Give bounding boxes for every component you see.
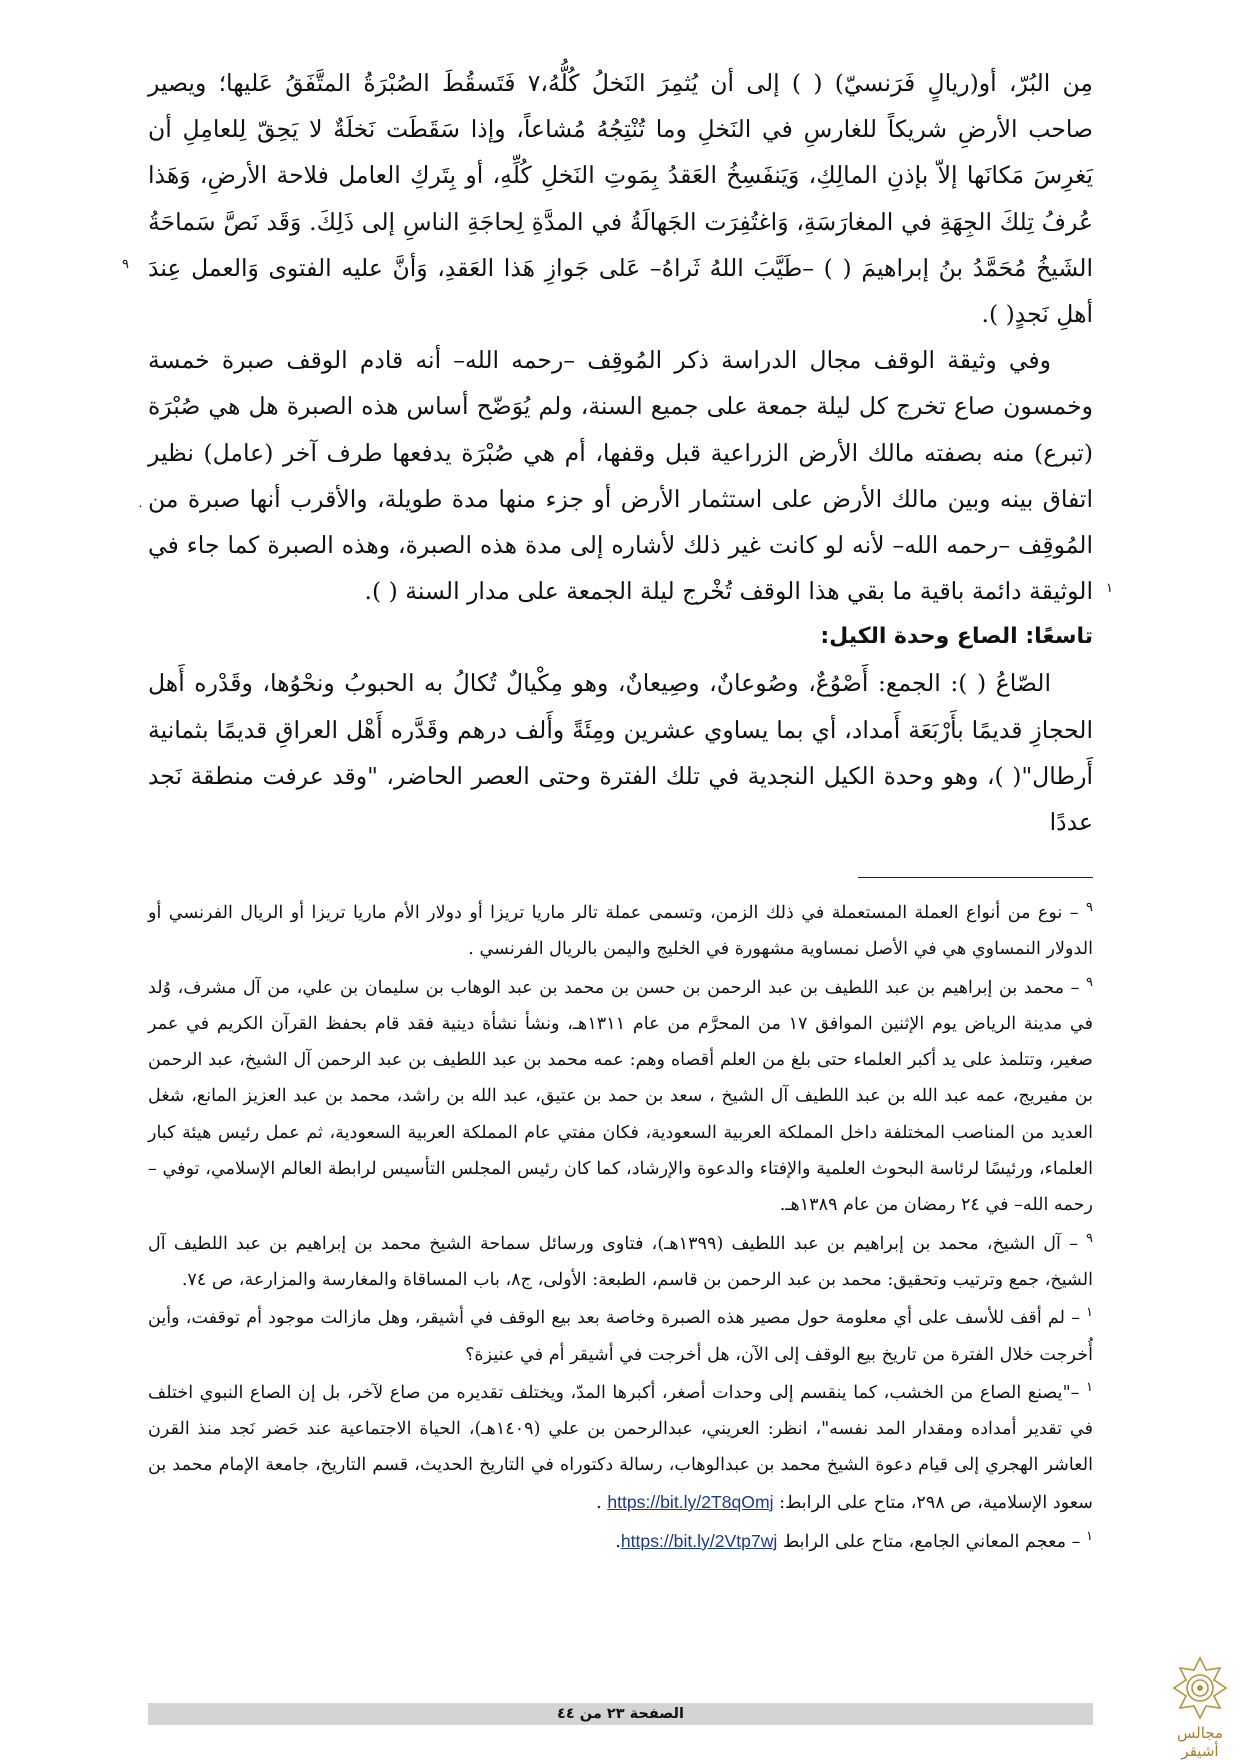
margin-note-marker: ٩ bbox=[122, 257, 129, 272]
footnote-text: –"يصنع الصاع من الخشب، كما ينقسم إلى وحدات أصغر، أكبرها المدّ، ويختلف تقديره من صاع لآخر، بل إن الصاع النبوي اختلف في تقدير أمداده ومقدار المد نفسه"، انظر: العريني، عبدالرحمن بن علي (١٤٠٩هـ)، الحياة الاجتماعية عند حَضر نَجد منذ القرن العاشر الهجري إلى قيام دعوة الشيخ محمد بن عبدالوهاب، رسالة دكتوراه في التاريخ الحديث، قسم التاريخ، جامعة الإمام محمد بن سعود الإسلامية، ص ٢٩٨، متاح على الرابط: bbox=[148, 1382, 1093, 1513]
footnotes bbox=[148, 895, 1093, 1562]
footnote-item bbox=[148, 1375, 1093, 1521]
footnote-number: ١ bbox=[1086, 1380, 1093, 1395]
section-heading: تاسعًا: الصاع وحدة الكيل: bbox=[820, 624, 1093, 650]
page-number-label: الصفحة ٢٣ من ٤٤ bbox=[557, 1706, 684, 1722]
footnote-item bbox=[148, 895, 1093, 968]
body-paragraph-1: مِن البُرّ، أو(ريالٍ فَرَنسيّ) ( ) إلى أن يُثمِرَ النَخلُ كُلُّهُ،٧ فَتَسقُطَ الصُبْرَةُ المتَّفَقُ عَليها؛ ويصير صاحب الأرضِ شريكاً للغارسِ في النَخلِ وما تُنْتِجُهُ مُشاعاً، وإذا سَقَطَت نَخلَةٌ لا يَحِقّ لِلعامِلِ أن يَغرِسَ مَكانَها إلاّ بإذنِ المالِكِ، وَيَنفَسِخُ العَقدُ بِمَوتِ النَخلِ كُلِّهِ، أو بِتَركِ العامل فلاحة الأرضِ، وَهَذا عُرفُ تِلكَ الجِهَةِ في المغارَسَةِ، وَاغتُفِرَت الجَهالَةُ في المدَّةِ لِحاجَةِ الناسِ إلى ذَلِكَ. وَقَد نَصَّ سَماحَةُ الشَيخُ مُحَمَّدُ بنُ إبراهيمَ ( ) –طَيَّبَ اللهُ ثَراهُ– عَلى جَوازِ هَذا العَقدِ، وَأنَّ عليه الفتوى وَالعمل عِندَ أهلِ نَجدٍ( ). bbox=[148, 69, 1093, 329]
margin-note-marker: ١ bbox=[1106, 581, 1113, 596]
footnote-item bbox=[148, 1300, 1093, 1373]
footnote-text: – محمد بن إبراهيم بن عبد اللطيف بن عبد الرحمن بن حسن بن محمد بن عبد الوهاب بن سليمان بن علي، من آل مشرف، وُلد في مدينة الرياض يوم الإثنين الموافق ١٧ من المحرَّم من عام ١٣١١هـ، ونشأ نشأة دينية فقد قام بحفظ القرآن الكريم في عمر صغير، وتتلمذ على يد أكبر العلماء حتى بلغ من العلم أقصاه وهم: عمه محمد بن عبد اللطيف بن عبد الرحمن آل الشيخ، عبد الرحمن بن مفيريج، عمه عبد الله بن عبد اللطيف آل الشيخ ، سعد بن حمد بن عتيق، عبد الله بن راشد، محمد بن عبد العزيز المانع، شغل العديد من المناصب المختلفة داخل المملكة العربية السعودية، فكان مفتي عام المملكة العربية السعودية، ثم عمل رئيس هيئة كبار العلماء، ورئيسًا لرئاسة البحوث العلمية والإفتاء والدعوة والإرشاد، كما كان رئيس المجلس التأسيس لرابطة العالم الإسلامي، توفي –رحمه الله– في ٢٤ رمضان من عام ١٣٨٩هـ. bbox=[148, 977, 1093, 1216]
footnote-text: – لم أقف للأسف على أي معلومة حول مصير هذه الصبرة وخاصة بعد بيع الوقف في أشيقر، وهل مازالت موجود أم توقفت، وأين أُخرجت خلال الفترة من تاريخ بيع الوقف إلى الآن، هل أخرجت في أشيقر أم في عنيزة؟ bbox=[148, 1308, 1093, 1365]
footnote-item bbox=[148, 1226, 1093, 1299]
footnote-number: ٩ bbox=[1086, 900, 1093, 916]
source-link[interactable]: https://bit.ly/2Vtp7wj bbox=[620, 1531, 778, 1552]
footnote-text: – آل الشيخ، محمد بن إبراهيم بن عبد اللطيف (١٣٩٩هـ)، فتاوى ورسائل سماحة الشيخ محمد بن إبراهيم بن عبد اللطيف آل الشيخ، جمع وترتيب وتحقيق: محمد بن عبد الرحمن بن قاسم، الطبعة: الأولى، ج٨، باب المساقاة والمغارسة والمزارعة، ص ٧٤. bbox=[148, 1233, 1093, 1290]
footnote-text: – معجم المعاني الجامع، متاح على الرابط bbox=[782, 1532, 1081, 1553]
margin-note-marker: ٠ bbox=[137, 499, 144, 514]
footnote-tail: . bbox=[615, 1532, 621, 1553]
footnote-number: ٩ bbox=[1086, 974, 1094, 990]
body-paragraph-3: الصّاعُ ( ): الجمع: أَصْوُعٌ، وصُوعانٌ، وصِيعانٌ، وهو مِكْيالٌ تُكالُ به الحبوبُ ونحْوُها، وقَدْره أَهل الحجازِ قديمًا بأَرْبَعَة أَمداد، أي بما يساوي عشرين ومِئَةً وأَلف درهم وقَدَّره أَهْل العراقِ قديمًا بثمانية أَرطال"( )، وهو وحدة الكيل النجدية في تلك الفترة وحتى العصر الحاضر، "وقد عرفت منطقة نَجد عددًا bbox=[148, 669, 1093, 837]
footnote-divider bbox=[858, 877, 1093, 878]
footnote-item bbox=[148, 970, 1093, 1224]
main-body bbox=[148, 60, 1093, 845]
source-link[interactable]: https://bit.ly/2T8qOmj bbox=[607, 1491, 774, 1512]
footnote-number: ١ bbox=[1086, 1529, 1093, 1545]
logo-caption: مجالس أشيقر bbox=[1177, 1724, 1223, 1760]
body-paragraph-2: وفي وثيقة الوقف مجال الدراسة ذكر المُوقِف –رحمه الله– أنه قادم الوقف صبرة خمسة وخمسون صاع تخرج كل ليلة جمعة على جميع السنة، ولم يُوَضّح أساس هذه الصبرة هل هي صُبْرَة (تبرع) منه بصفته مالك الأرض الزراعية قبل وقفها، أم هي صُبْرَة يدفعها طرف آخر (عامل) نظير اتفاق بينه وبين مالك الأرض على استثمار الأرض أو جزء منها مدة طويلة، والأقرب أنها صبرة من المُوقِف –رحمه الله– لأنه لو كانت غير ذلك لأشاره إلى مدة هذه الصبرة، وهذه الصبرة كما جاء في الوثيقة دائمة باقية ما بقي هذا الوقف تُخْرج ليلة الجمعة على مدار السنة ( ). bbox=[148, 346, 1093, 606]
footnote-number: ٩ bbox=[1086, 1230, 1094, 1246]
footnote-text: – نوع من أنواع العملة المستعملة في ذلك الزمن، وتسمى عملة تالر ماريا تريزا أو دولار الأم ماريا تريزا أو الريال الفرنسي أو الدولار النمساوي هي في الأصل نمساوية مشهورة في الخليج واليمن بالريال الفرنسي . bbox=[148, 903, 1093, 960]
footnote-number: ١ bbox=[1086, 1305, 1093, 1321]
footnote-item bbox=[148, 1523, 1093, 1560]
footnote-tail: . bbox=[596, 1492, 608, 1513]
page-number-bar bbox=[148, 1703, 1093, 1725]
